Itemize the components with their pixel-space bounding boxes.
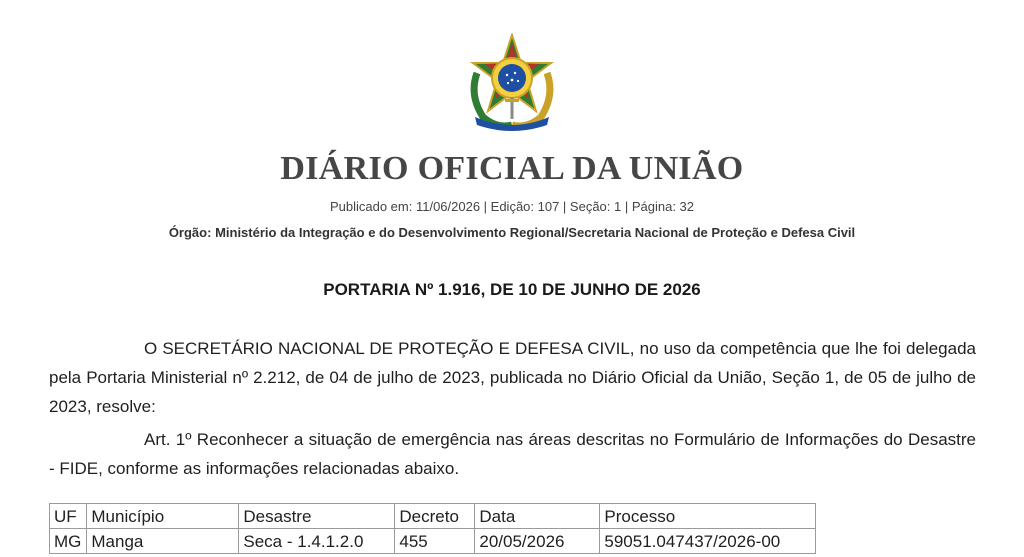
- cell-uf: MG: [50, 529, 87, 554]
- page-title: DIÁRIO OFICIAL DA UNIÃO: [280, 150, 744, 187]
- column-header-desastre: Desastre: [239, 504, 395, 529]
- table-row: [50, 529, 816, 554]
- orgao-label: Órgão:: [168, 225, 212, 240]
- table-header-row: [50, 504, 816, 529]
- publication-info: Publicado em: 11/06/2026 | Edição: 107 | Seção: 1 | Página: 32: [329, 199, 695, 214]
- cell-desastre: Seca - 1.4.1.2.0: [239, 529, 395, 554]
- article-1-paragraph: Art. 1º Reconhecer a situação de emergência nas áreas descritas no Formulário de Informações do Desastre - FIDE, conforme as informações relacionadas abaixo.: [49, 430, 976, 478]
- column-header-municipio: Município: [87, 504, 239, 529]
- orgao-value: Ministério da Integração e do Desenvolvimento Regional/Secretaria Nacional de Proteção e Defesa Civil: [215, 225, 856, 240]
- orgao-line: [0, 225, 1024, 240]
- cell-decreto: 455: [395, 529, 475, 554]
- column-header-processo: Processo: [600, 504, 816, 529]
- preamble-paragraph: O SECRETÁRIO NACIONAL DE PROTEÇÃO E DEFESA CIVIL, no uso da competência que lhe foi delegada pela Portaria Ministerial nº 2.212, de 04 de julho de 2023, publicada no Diário Oficial da União, Seção 1, de 05 de julho de 2023, resolve:: [49, 339, 976, 416]
- disaster-table: [49, 503, 816, 554]
- cell-processo: 59051.047437/2026-00: [600, 529, 816, 554]
- cell-municipio: Manga: [87, 529, 239, 554]
- column-header-decreto: Decreto: [395, 504, 475, 529]
- act-heading: PORTARIA Nº 1.916, DE 10 DE JUNHO DE 2026: [323, 280, 701, 299]
- column-header-uf: UF: [50, 504, 87, 529]
- column-header-data: Data: [475, 504, 600, 529]
- brazil-coat-of-arms-icon: [463, 33, 561, 133]
- cell-data: 20/05/2026: [475, 529, 600, 554]
